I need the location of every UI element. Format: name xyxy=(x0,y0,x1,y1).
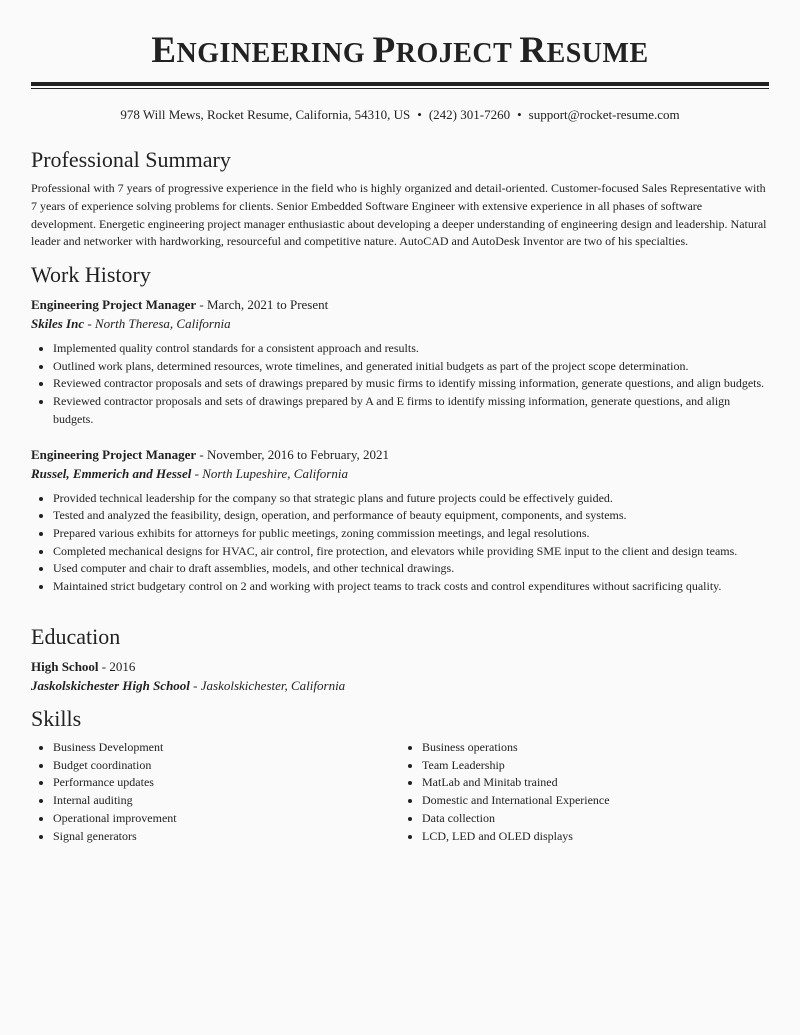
header-divider-thick xyxy=(31,82,769,86)
list-item: • Reviewed contractor proposals and sets of drawings prepared by A and E firms to identify missing information, generate questions, and align budgets. xyxy=(53,393,769,428)
job-dates: - March, 2021 to Present xyxy=(196,297,329,312)
section-heading-skills: Skills xyxy=(31,706,82,731)
section-heading-work: Work History xyxy=(31,262,151,287)
company-location: - North Lupeshire, California xyxy=(191,465,348,481)
skills-list-left xyxy=(31,739,400,845)
section-heading-summary: Professional Summary xyxy=(31,147,231,172)
job-employer xyxy=(31,314,769,333)
school-name: Jaskolskichester High School xyxy=(31,678,190,693)
list-item: • Implemented quality control standards for a consistent approach and results. xyxy=(53,340,769,358)
list-item: • Reviewed contractor proposals and sets of drawings prepared by music firms to identify missing information, generate questions, and align budgets. xyxy=(53,375,769,393)
job-title: Engineering Project Manager xyxy=(31,297,197,312)
job-bullets xyxy=(31,340,769,429)
skill-item: • Budget coordination xyxy=(53,757,400,775)
company-location: - North Theresa, California xyxy=(84,316,231,331)
section-work-history xyxy=(31,261,769,596)
job-bullets xyxy=(31,490,769,596)
separator-dot: • xyxy=(517,107,522,122)
contact-address: 978 Will Mews, Rocket Resume, California, 54310, US xyxy=(120,107,411,122)
list-item: • Maintained strict budgetary control on 2 and working with project teams to track costs and control expenditures without sacrificing quality. xyxy=(53,578,769,596)
job-employer xyxy=(31,464,769,483)
contact-phone[interactable]: (242) 301-7260 xyxy=(428,107,511,122)
header-divider-thin xyxy=(31,88,769,89)
list-item: • Used computer and chair to draft assemblies, models, and other technical drawings. xyxy=(53,560,769,578)
skill-item: • Performance updates xyxy=(53,774,400,792)
education-header xyxy=(31,657,769,676)
skills-columns xyxy=(31,739,769,845)
skill-item: • Team Leadership xyxy=(422,757,769,775)
section-summary xyxy=(31,146,769,251)
list-item: • Tested and analyzed the feasibility, design, operation, and performance of beauty equipment, components, and systems. xyxy=(53,507,769,525)
education-school xyxy=(31,676,769,695)
job-entry xyxy=(31,295,769,429)
skills-list-right xyxy=(400,739,769,845)
contact-line xyxy=(31,107,769,123)
resume-title xyxy=(31,0,769,73)
skill-item: • Data collection xyxy=(422,810,769,828)
job-title: Engineering Project Manager xyxy=(31,446,197,462)
list-item: • Completed mechanical designs for HVAC, air control, fire protection, and elevators while providing SME input to the client and design teams. xyxy=(53,543,769,561)
job-dates: - November, 2016 to February, 2021 xyxy=(196,446,389,462)
skill-item: • LCD, LED and OLED displays xyxy=(422,828,769,846)
list-item: • Prepared various exhibits for attorneys for public meetings, zoning commission meetings, and legal resolutions. xyxy=(53,525,769,543)
job-header xyxy=(31,295,769,314)
section-skills xyxy=(31,705,769,845)
separator-dot: • xyxy=(417,107,422,122)
title-word-3: RESUME xyxy=(519,30,649,71)
title-word-2: PROJECT xyxy=(372,30,512,71)
graduation-year: - 2016 xyxy=(98,659,136,674)
company-name: Skiles Inc xyxy=(31,316,85,331)
skill-item: • MatLab and Minitab trained xyxy=(422,774,769,792)
skill-item: • Internal auditing xyxy=(53,792,400,810)
school-location: - Jaskolskichester, California xyxy=(189,678,346,693)
title-word-1: ENGINEERING xyxy=(151,30,366,71)
skill-item: • Business Development xyxy=(53,739,400,757)
skill-item: • Signal generators xyxy=(53,828,400,846)
skill-item: • Domestic and International Experience xyxy=(422,792,769,810)
skill-item: • Operational improvement xyxy=(53,810,400,828)
job-header xyxy=(31,445,769,464)
list-item: • Outlined work plans, determined resources, wrote timelines, and generated initial budgets as part of the project scope determination. xyxy=(53,358,769,376)
section-heading-education: Education xyxy=(31,624,121,649)
section-education xyxy=(31,623,769,695)
company-name: Russel, Emmerich and Hessel xyxy=(31,465,192,481)
degree: High School xyxy=(31,659,99,674)
summary-text: Professional with 7 years of progressive experience in the field who is highly organized and detail-oriented. Customer-focused Sales Representative with 7 years of experience solving problems for clients. Senior Embedded Software Engineer with extensive experience in all phases of software development. Energetic engineering project manager enthusiastic about developing a deeper understanding of engineering design and leadership. Natural leader and networker with hardworking, resourceful and competitive nature. AutoCAD and AutoDesk Inventor are two of his specialties. xyxy=(31,181,767,249)
job-entry xyxy=(31,445,769,596)
list-item: • Provided technical leadership for the company so that strategic plans and future projects could be effectively guided. xyxy=(53,490,769,508)
contact-email[interactable]: support@rocket-resume.com xyxy=(528,107,680,122)
skill-item: • Business operations xyxy=(422,739,769,757)
